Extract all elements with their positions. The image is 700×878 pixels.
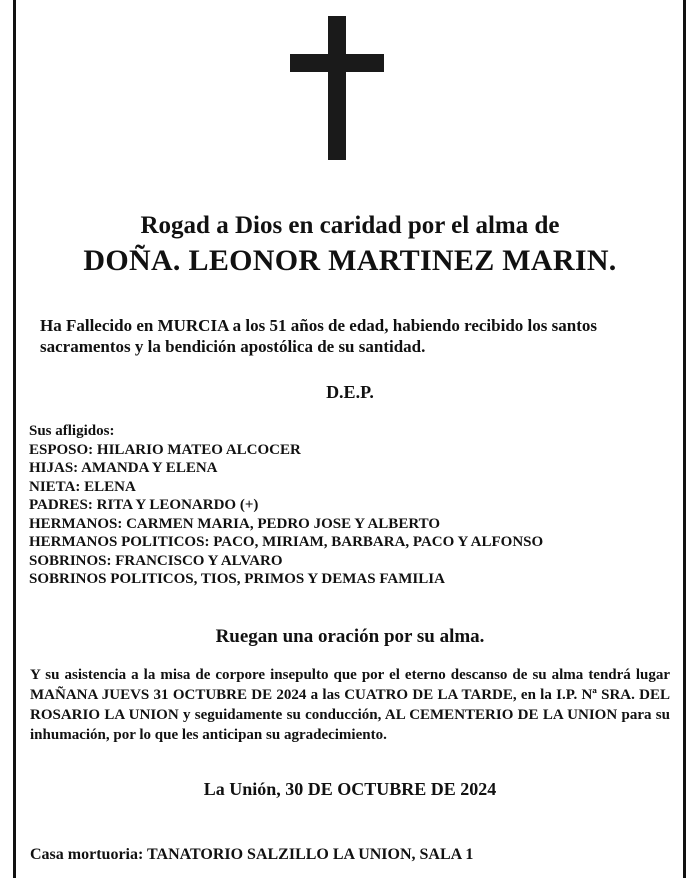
family-heading: Sus afligidos:	[29, 423, 115, 439]
family-item: ESPOSO: HILARIO MATEO ALCOCER	[29, 441, 301, 458]
intro-text: Rogad a Dios en caridad por el alma de	[140, 212, 560, 239]
family-item: HERMANOS: CARMEN MARIA, PEDRO JOSE Y ALBERTO	[29, 515, 441, 532]
family-item: SOBRINOS POLITICOS, TIOS, PRIMOS Y DEMAS FAMILIA	[29, 571, 445, 587]
page-border-left	[13, 0, 16, 878]
prayer-text: Ruegan una oración por su alma.	[215, 626, 485, 647]
family-list	[29, 422, 543, 589]
family-item: SOBRINOS: FRANCISCO Y ALVARO	[29, 552, 283, 569]
family-item: NIETA: ELENA	[29, 478, 136, 495]
family-item: PADRES: RITA Y LEONARDO (+)	[29, 497, 259, 513]
date-line: La Unión, 30 DE OCTUBRE DE 2024	[203, 779, 497, 799]
page-border-right	[683, 0, 686, 878]
death-notice: Ha Fallecido en MURCIA a los 51 años de edad, habiendo recibido los santos sacramentos y la bendición apostólica de su santidad.	[40, 316, 597, 356]
deceased-name: DOÑA. LEONOR MARTINEZ MARIN.	[83, 244, 617, 277]
dep-text: D.E.P.	[326, 382, 374, 402]
casa-mortuoria: Casa mortuoria: TANATORIO SALZILLO LA UNION, SALA 1	[30, 846, 474, 863]
cross-icon	[290, 16, 384, 160]
family-item: HIJAS: AMANDA Y ELENA	[29, 460, 218, 476]
family-item: HERMANOS POLITICOS: PACO, MIRIAM, BARBARA, PACO Y ALFONSO	[29, 534, 544, 550]
mass-notice: Y su asistencia a la misa de corpore insepulto que por el eterno descanso de su alma tendrá lugar MAÑANA JUEVS 31 OCTUBRE DE 2024 a las CUATRO DE LA TARDE, en la I.P. Nª SRA. DEL ROSARIO LA UNION y seguidamente su conducción, AL CEMENTERIO DE LA UNION para su inhumación, por lo que les anticipan su agradecimiento.	[30, 667, 670, 743]
